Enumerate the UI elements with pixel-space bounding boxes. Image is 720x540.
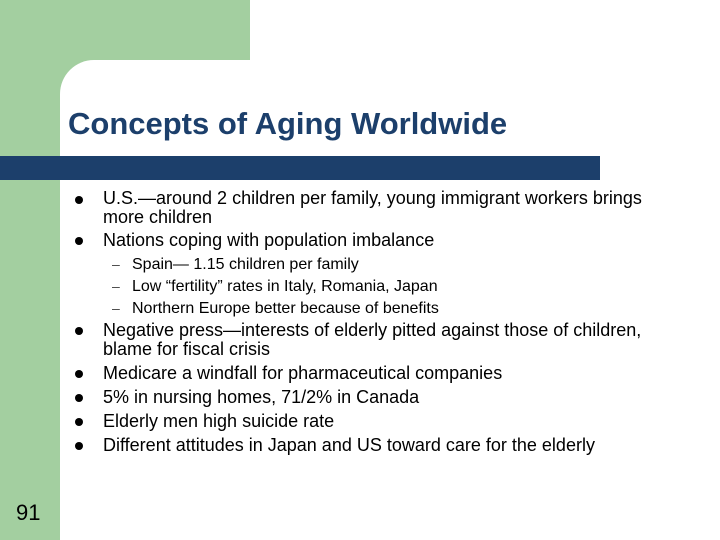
bullet-item: 5% in nursing homes, 71/2% in Canada [103, 387, 420, 407]
sub-bullet-item: Low “fertility” rates in Italy, Romania, Japan [132, 278, 438, 295]
title-underline-bar [0, 156, 600, 180]
slide-page-number: 91 [16, 500, 41, 525]
bullet-item: U.S.—around 2 children per family, young immigrant workers brings more children [103, 188, 642, 227]
dash-marker-icon: – [112, 278, 120, 294]
bullet-item: Medicare a windfall for pharmaceutical companies [103, 363, 503, 383]
bullet-item: Nations coping with population imbalance [103, 230, 435, 250]
bullet-item: Negative press—interests of elderly pitted against those of children, blame for fiscal crisis [103, 320, 642, 359]
bullet-item: Different attitudes in Japan and US toward care for the elderly [103, 435, 595, 455]
sub-bullet-item: Spain— 1.15 children per family [132, 256, 359, 273]
sub-bullet-item: Northern Europe better because of benefits [132, 300, 439, 317]
dash-marker-icon: – [112, 256, 120, 272]
slide-title: Concepts of Aging Worldwide [68, 106, 508, 141]
dash-marker-icon: – [112, 300, 120, 316]
bullet-item: Elderly men high suicide rate [103, 411, 335, 431]
